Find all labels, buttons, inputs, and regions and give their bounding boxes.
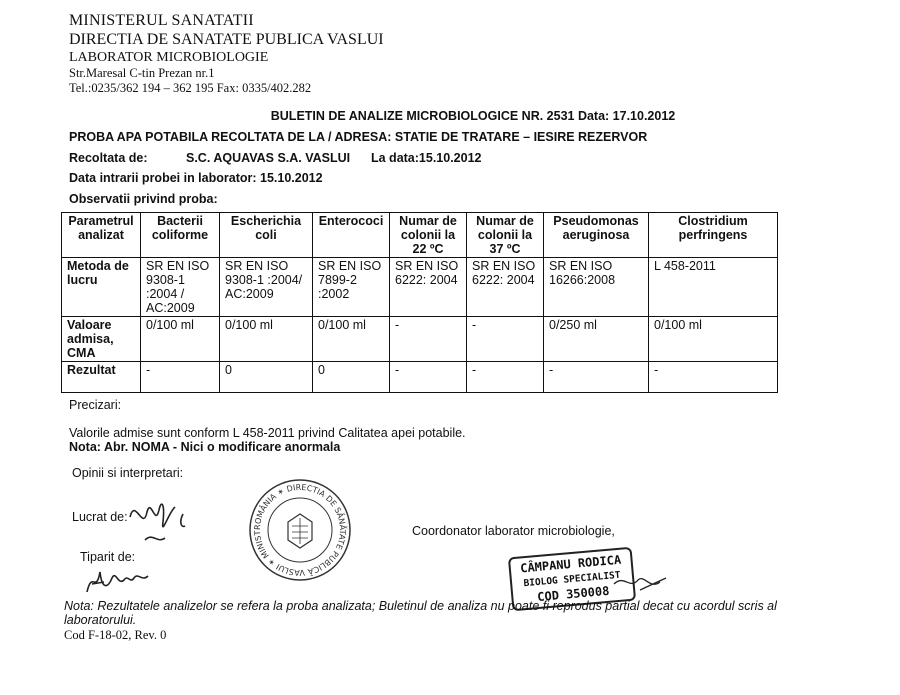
table-cell [649,258,778,317]
column-header-line: aeruginosa [562,228,630,242]
column-header [62,213,141,258]
table-cell-line: 0/100 ml [146,318,194,332]
ministry-name: MINISTERUL SANATATII [69,12,254,29]
table-cell-line: 0/100 ml [225,318,273,332]
stamp-ring-text: ROMÂNIA ✶ DIRECTIA DE SĂNĂTATE PUBLICĂ VASLUI ✶ MINIST [252,482,348,578]
column-header-line: Numar de [476,214,534,228]
table-row [62,258,778,317]
column-header-line: Bacterii [157,214,203,228]
column-header-line: Pseudomonas [553,214,639,228]
table-header-row [62,213,778,258]
table-cell-line: SR EN ISO [549,259,613,273]
column-header [220,213,313,258]
table-cell-line: 9308-1 :2004/ [225,273,303,287]
column-header-line: coliforme [151,228,209,242]
final-note-line1: Nota: Rezultatele analizelor se refera la proba analizata; Buletinul de analiza nu poate fi reprodus partial decat cu acordul scris al [64,599,777,613]
laboratory-name: LABORATOR MICROBIOLOGIE [69,50,269,65]
signature-lucrat [125,492,205,550]
table-cell-line: - [395,318,400,332]
table-cell [220,317,313,362]
table-cell-line: - [146,363,151,377]
row-header [62,258,141,317]
collected-by-label: Recoltata de: [69,151,148,165]
address: Str.Maresal C-tin Prezan nr.1 [69,66,215,80]
table-cell [313,317,390,362]
column-header [649,213,778,258]
table-cell-line: 7899-2 [318,273,357,287]
row-header [62,317,141,362]
collection-date: La data:15.10.2012 [371,151,482,165]
table-cell [390,317,467,362]
results-table [61,212,778,393]
column-header-line: Parametrul [68,214,134,228]
row-header-line: Rezultat [67,363,116,377]
table-cell-line: AC:2009 [146,301,195,315]
collected-by-value: S.C. AQUAVAS S.A. VASLUI [186,151,351,165]
column-header-line: 37 ºC [489,242,521,256]
table-cell-line: :2002 [318,287,350,301]
column-header-line: Clostridium [678,214,748,228]
row-header-line: CMA [67,346,96,360]
official-round-stamp [248,478,352,582]
clarifications-label: Precizari: [69,398,122,412]
column-header-line: Numar de [399,214,457,228]
row-header [62,362,141,393]
table-cell [390,362,467,393]
observations-label: Observatii privind proba: [69,192,218,206]
table-cell-line: 6222: 2004 [395,273,458,287]
table-cell [467,317,544,362]
column-header [467,213,544,258]
column-header [544,213,649,258]
table-cell-line: L 458-2011 [654,259,716,273]
abbreviation-note: Nota: Abr. NOMA - Nici o modificare anormala [69,440,341,454]
table-cell-line: 16266:2008 [549,273,616,287]
table-cell-line: 6222: 2004 [472,273,535,287]
lab-entry-date: Data intrarii probei in laborator: 15.10.2012 [69,171,323,185]
table-cell [141,362,220,393]
table-cell [220,362,313,393]
row-header-line: Metoda de [67,259,129,273]
table-cell-line: :2004 / [146,287,185,301]
table-cell [313,258,390,317]
column-header [390,213,467,258]
table-cell [544,317,649,362]
column-header-line: colonii la [477,228,533,242]
form-code: Cod F-18-02, Rev. 0 [64,628,167,642]
row-header-line: Valoare [67,318,112,332]
stamp-specialist-title: BIOLOG SPECIALIST [523,569,621,590]
stamp-specialist-code: COD 350008 [536,583,610,605]
table-cell [141,258,220,317]
table-cell-line: SR EN ISO [472,259,536,273]
table-cell [649,362,778,393]
table-cell-line: SR EN ISO [225,259,289,273]
table-cell [544,362,649,393]
table-cell-line: AC:2009 [225,287,274,301]
column-header-line: colonii la [400,228,456,242]
directorate-name: DIRECTIA DE SANATATE PUBLICA VASLUI [69,31,384,48]
table-cell-line: 0 [225,363,232,377]
opinions-label: Opinii si interpretari: [72,466,184,480]
final-note-line2: laboratorului. [64,613,137,627]
stamp-specialist-name: CÂMPANU RODICA [519,552,622,576]
table-cell-line: - [549,363,554,377]
table-cell-line: SR EN ISO [318,259,382,273]
table-cell [390,258,467,317]
document-title: BULETIN DE ANALIZE MICROBIOLOGICE NR. 2531 Data: 17.10.2012 [270,109,676,123]
column-header-line: perfringens [678,228,748,242]
table-cell [141,317,220,362]
signature-tiparit [82,560,162,600]
table-cell-line: SR EN ISO [395,259,459,273]
admitted-values-note: Valorile admise sunt conform L 458-2011 privind Calitatea apei potabile. [69,426,466,440]
sample-description: PROBA APA POTABILA RECOLTATA DE LA / ADRESA: STATIE DE TRATARE – IESIRE REZERVOR [69,130,648,144]
table-cell [544,258,649,317]
table-row [62,362,778,393]
table-cell-line: - [395,363,400,377]
column-header-line: Escherichia [230,214,302,228]
column-header-line: Enterococi [318,214,384,228]
row-header-line: admisa, [67,332,114,346]
table-row [62,317,778,362]
column-header [313,213,390,258]
table-cell-line: 0 [318,363,325,377]
column-header-line: coli [255,228,277,242]
table-cell-line: 0/250 ml [549,318,597,332]
printed-by-label: Tiparit de: [80,550,136,564]
table-cell [467,258,544,317]
row-header-line: lucru [67,273,98,287]
table-cell-line: SR EN ISO [146,259,210,273]
phone-fax: Tel.:0235/362 194 – 362 195 Fax: 0335/402.282 [69,81,312,95]
table-cell-line: - [654,363,659,377]
performed-by-label: Lucrat de: [72,510,128,524]
column-header [141,213,220,258]
table-cell [467,362,544,393]
table-cell-line: - [472,363,477,377]
table-cell [313,362,390,393]
coordinator-label: Coordonator laborator microbiologie, [412,524,615,538]
table-cell-line: 0/100 ml [318,318,366,332]
table-cell-line: - [472,318,477,332]
table-cell [220,258,313,317]
column-header-line: 22 ºC [412,242,444,256]
table-cell-line: 0/100 ml [654,318,702,332]
table-cell [649,317,778,362]
column-header-line: analizat [78,228,124,242]
table-cell-line: 9308-1 [146,273,185,287]
